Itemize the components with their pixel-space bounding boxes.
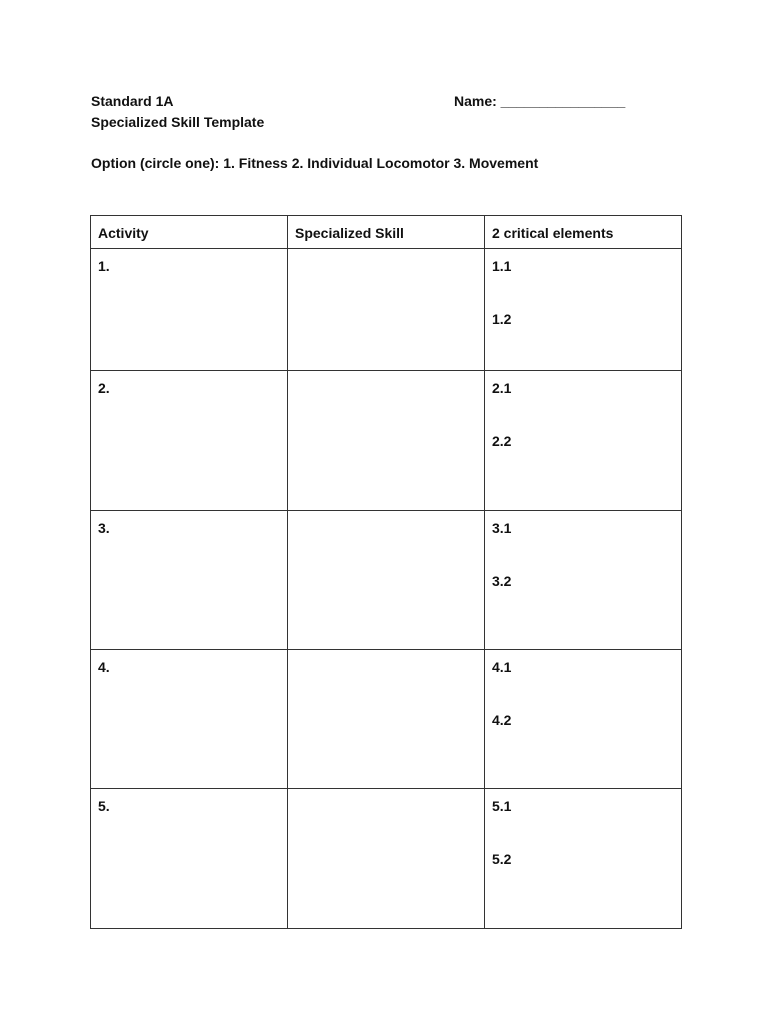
option-line: Option (circle one): 1. Fitness 2. Individual Locomotor 3. Movement <box>91 155 539 171</box>
template-title: Specialized Skill Template <box>91 114 265 130</box>
element-label: 4.2 <box>492 712 512 728</box>
element-label: 1.2 <box>492 311 512 327</box>
activity-cell[interactable]: 2. <box>91 371 288 511</box>
activity-cell[interactable]: 3. <box>91 511 288 650</box>
column-header-elements: 2 critical elements <box>485 216 682 249</box>
elements-cell[interactable] <box>485 249 682 371</box>
skill-cell[interactable] <box>288 249 485 371</box>
name-field-label: Name: ________________ <box>454 93 626 109</box>
element-label: 3.2 <box>492 573 512 589</box>
activity-cell[interactable]: 1. <box>91 249 288 371</box>
table-row <box>91 650 682 789</box>
column-header-skill: Specialized Skill <box>288 216 485 249</box>
skill-table <box>90 215 682 929</box>
activity-cell[interactable]: 5. <box>91 789 288 929</box>
table-row <box>91 789 682 929</box>
skill-cell[interactable] <box>288 371 485 511</box>
table-header-row <box>91 216 682 249</box>
skill-cell[interactable] <box>288 650 485 789</box>
element-label: 5.2 <box>492 851 512 867</box>
element-label: 5.1 <box>492 798 512 814</box>
elements-cell[interactable] <box>485 650 682 789</box>
activity-cell[interactable]: 4. <box>91 650 288 789</box>
elements-cell[interactable] <box>485 371 682 511</box>
table-row <box>91 371 682 511</box>
elements-cell[interactable] <box>485 789 682 929</box>
elements-cell[interactable] <box>485 511 682 650</box>
element-label: 2.1 <box>492 380 512 396</box>
element-label: 4.1 <box>492 659 512 675</box>
column-header-activity: Activity <box>91 216 288 249</box>
table-row <box>91 249 682 371</box>
element-label: 2.2 <box>492 433 512 449</box>
skill-cell[interactable] <box>288 511 485 650</box>
element-label: 3.1 <box>492 520 512 536</box>
element-label: 1.1 <box>492 258 512 274</box>
table-row <box>91 511 682 650</box>
standard-label: Standard 1A <box>91 93 174 109</box>
skill-cell[interactable] <box>288 789 485 929</box>
